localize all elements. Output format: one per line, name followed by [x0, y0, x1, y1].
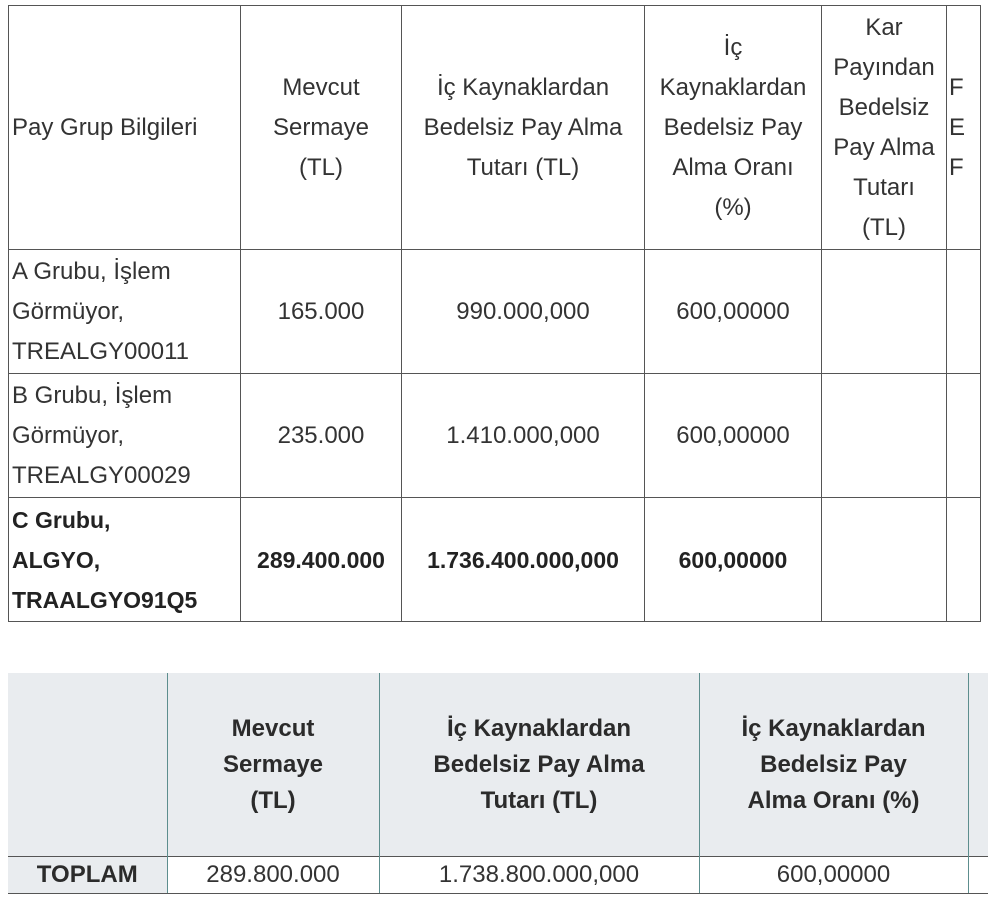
ratio-cell: 600,00000	[645, 250, 822, 374]
total-table	[8, 673, 988, 894]
ratio-cell: 600,00000	[645, 498, 822, 622]
amount-cell: 990.000,000	[402, 250, 645, 374]
total-header-extra	[968, 673, 988, 857]
total-capital: 289.800.000	[167, 857, 379, 894]
group-cell: C Grubu, ALGYO, TRAALGYO91Q5	[9, 498, 241, 622]
capital-cell: 165.000	[241, 250, 402, 374]
dividend-cell	[822, 250, 947, 374]
header-row	[9, 6, 981, 250]
total-header-empty	[8, 673, 167, 857]
total-header-ratio: İç Kaynaklardan Bedelsiz Pay Alma Oranı (%)	[699, 673, 968, 857]
total-extra	[968, 857, 988, 894]
total-ratio: 600,00000	[699, 857, 968, 894]
capital-cell: 289.400.000	[241, 498, 402, 622]
share-group-table	[8, 5, 981, 622]
table-row	[9, 250, 981, 374]
extra-cell	[947, 250, 981, 374]
header-internal-ratio: İç Kaynaklardan Bedelsiz Pay Alma Oranı (%)	[645, 6, 822, 250]
total-header-amount: İç Kaynaklardan Bedelsiz Pay Alma Tutarı (TL)	[379, 673, 699, 857]
dividend-cell	[822, 498, 947, 622]
ratio-cell: 600,00000	[645, 374, 822, 498]
dividend-cell	[822, 374, 947, 498]
header-truncated: F E F	[947, 6, 981, 250]
total-header-capital: Mevcut Sermaye (TL)	[167, 673, 379, 857]
table-row	[9, 498, 981, 622]
header-dividend-amount: Kar Payından Bedelsiz Pay Alma Tutarı (TL)	[822, 6, 947, 250]
group-cell: B Grubu, İşlem Görmüyor, TREALGY00029	[9, 374, 241, 498]
header-current-capital: Mevcut Sermaye (TL)	[241, 6, 402, 250]
total-label: TOPLAM	[8, 857, 167, 894]
total-amount: 1.738.800.000,000	[379, 857, 699, 894]
total-header-row	[8, 673, 988, 857]
amount-cell: 1.736.400.000,000	[402, 498, 645, 622]
header-internal-amount: İç Kaynaklardan Bedelsiz Pay Alma Tutarı (TL)	[402, 6, 645, 250]
amount-cell: 1.410.000,000	[402, 374, 645, 498]
total-row	[8, 857, 988, 894]
extra-cell	[947, 498, 981, 622]
table-row	[9, 374, 981, 498]
extra-cell	[947, 374, 981, 498]
group-cell: A Grubu, İşlem Görmüyor, TREALGY00011	[9, 250, 241, 374]
capital-cell: 235.000	[241, 374, 402, 498]
header-group-info: Pay Grup Bilgileri	[9, 6, 241, 250]
